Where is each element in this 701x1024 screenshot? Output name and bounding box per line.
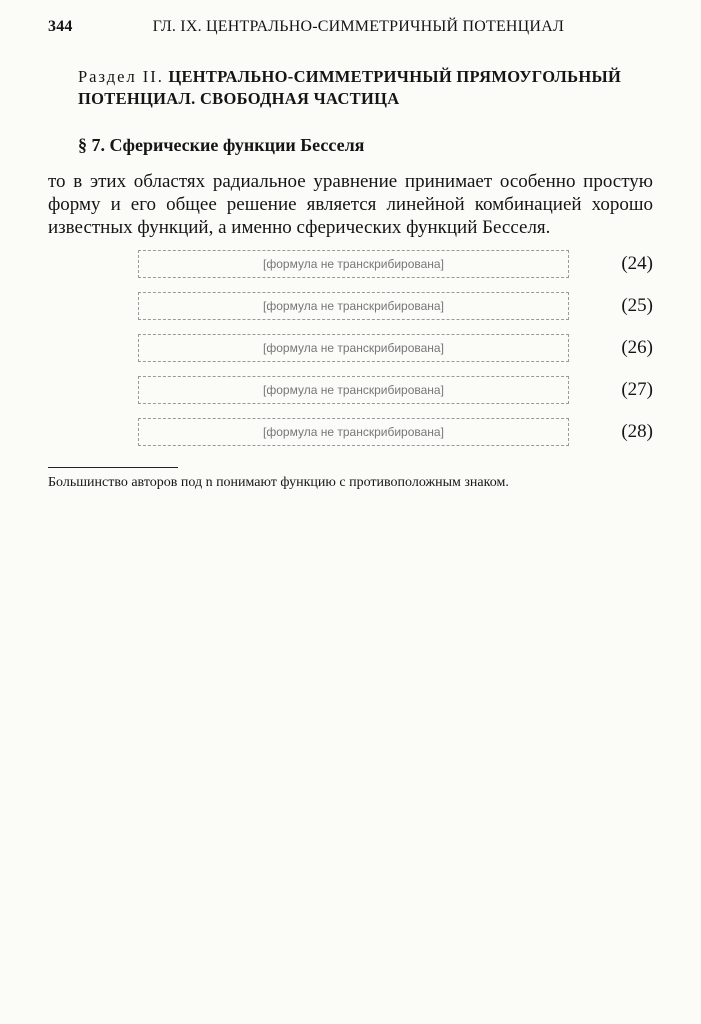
equation-24-slot xyxy=(48,247,653,281)
part-heading xyxy=(78,66,653,111)
equation-number: (24) xyxy=(621,253,653,275)
equation-26-slot xyxy=(48,331,653,365)
equation-27-slot xyxy=(48,373,653,407)
footnote-rule xyxy=(48,467,178,468)
paragraph-radial-equation: то в этих областях радиальное уравнение принимает особенно простую форму и его общее решение является линейной комбинацией хорошо известных функций, а именно сферических функций Бесселя. xyxy=(48,170,653,238)
equation-placeholder: [формула не транскрибирована] xyxy=(138,376,569,404)
equation-placeholder: [формула не транскрибирована] xyxy=(138,334,569,362)
section-heading: § 7. Сферические функции Бесселя xyxy=(78,134,365,155)
running-header xyxy=(48,18,653,36)
equation-number: (27) xyxy=(621,379,653,401)
equation-placeholder: [формула не транскрибирована] xyxy=(138,418,569,446)
equation-number: (28) xyxy=(621,421,653,443)
footnote: Большинство авторов под n понимают функцию с противоположным знаком. xyxy=(48,475,509,491)
equation-number: (26) xyxy=(621,337,653,359)
equation-placeholder: [формула не транскрибирована] xyxy=(138,292,569,320)
equation-28-slot xyxy=(48,415,653,449)
chapter-title: ГЛ. IX. ЦЕНТРАЛЬНО-СИММЕТРИЧНЫЙ ПОТЕНЦИАЛ xyxy=(152,18,564,35)
page-number: 344 xyxy=(48,18,73,35)
equation-25-slot xyxy=(48,289,653,323)
equation-placeholder: [формула не транскрибирована] xyxy=(138,250,569,278)
part-label: Раздел II. xyxy=(78,67,164,86)
equation-number: (25) xyxy=(621,295,653,317)
part-title: ЦЕНТРАЛЬНО-СИММЕТРИЧНЫЙ ПРЯМОУГОЛЬНЫЙ ПОТЕНЦИАЛ. СВОБОДНАЯ ЧАСТИЦА xyxy=(78,67,622,109)
